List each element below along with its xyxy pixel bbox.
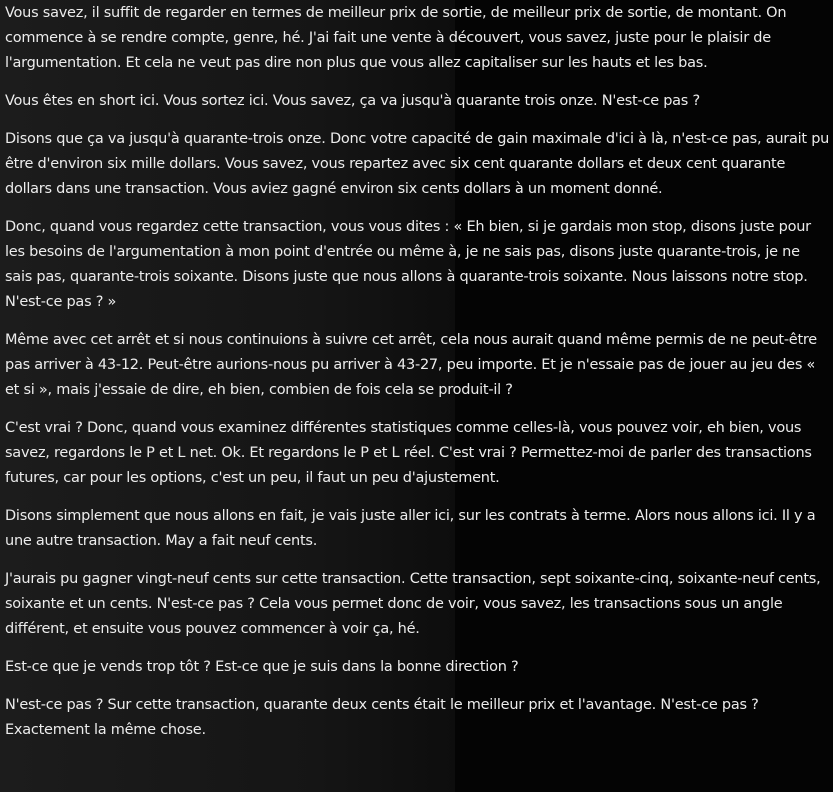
transcript-paragraph: Donc, quand vous regardez cette transaction, vous vous dites : « Eh bien, si je gardais mon stop, disons juste pour les besoins de l'argumentation à mon point d'entrée ou même à, je ne sais pas, disons juste quarante-trois, je ne sais pas, quarante-trois soixante. Disons juste que nous allons à quarante-trois soixante. Nous laissons notre stop. N'est-ce pas ? » — [5, 219, 811, 310]
transcript-paragraph: Vous êtes en short ici. Vous sortez ici. Vous savez, ça va jusqu'à quarante trois onze. N'est-ce pas ? — [5, 93, 700, 109]
transcript-paragraph: Vous savez, il suffit de regarder en termes de meilleur prix de sortie, de meilleur prix de sortie, de montant. On commence à se rendre compte, genre, hé. J'ai fait une vente à découvert, vous savez, juste pour le plaisir de l'argumentation. Et cela ne veut pas dire non plus que vous allez capitaliser sur les hauts et les bas. — [5, 5, 787, 71]
transcript-paragraph: Est-ce que je vends trop tôt ? Est-ce que je suis dans la bonne direction ? — [5, 659, 519, 675]
transcript-paragraph: C'est vrai ? Donc, quand vous examinez différentes statistiques comme celles-là, vous pouvez voir, eh bien, vous savez, regardons le P et L net. Ok. Et regardons le P et L réel. C'est vrai ? Permettez-moi de parler des transactions futures, car pour les options, c'est un peu, il faut un peu d'ajustement. — [5, 420, 812, 486]
transcript-paragraph: Disons simplement que nous allons en fait, je vais juste aller ici, sur les contrats à terme. Alors nous allons ici. Il y a une autre transaction. May a fait neuf cents. — [5, 508, 816, 549]
transcript-paragraph: N'est-ce pas ? Sur cette transaction, quarante deux cents était le meilleur prix et l'avantage. N'est-ce pas ? Exactement la même chose. — [5, 697, 759, 738]
transcript-paragraph: Disons que ça va jusqu'à quarante-trois onze. Donc votre capacité de gain maximale d'ici à là, n'est-ce pas, aurait pu être d'environ six mille dollars. Vous savez, vous repartez avec six cent quarante dollars et deux cent quarante dollars dans une transaction. Vous aviez gagné environ six cents dollars à un moment donné. — [5, 131, 830, 197]
transcript-paragraph: J'aurais pu gagner vingt-neuf cents sur cette transaction. Cette transaction, sept soixante-cinq, soixante-neuf cents, soixante et un cents. N'est-ce pas ? Cela vous permet donc de voir, vous savez, les transactions sous un angle différent, et ensuite vous pouvez commencer à voir ça, hé. — [5, 571, 821, 637]
transcript-overlay — [5, 0, 831, 756]
transcript-paragraph: Même avec cet arrêt et si nous continuions à suivre cet arrêt, cela nous aurait quand même permis de ne peut-être pas arriver à 43-12. Peut-être aurions-nous pu arriver à 43-27, peu importe. Et je n'essaie pas de jouer au jeu des « et si », mais j'essaie de dire, eh bien, combien de fois cela se produit-il ? — [5, 332, 817, 398]
